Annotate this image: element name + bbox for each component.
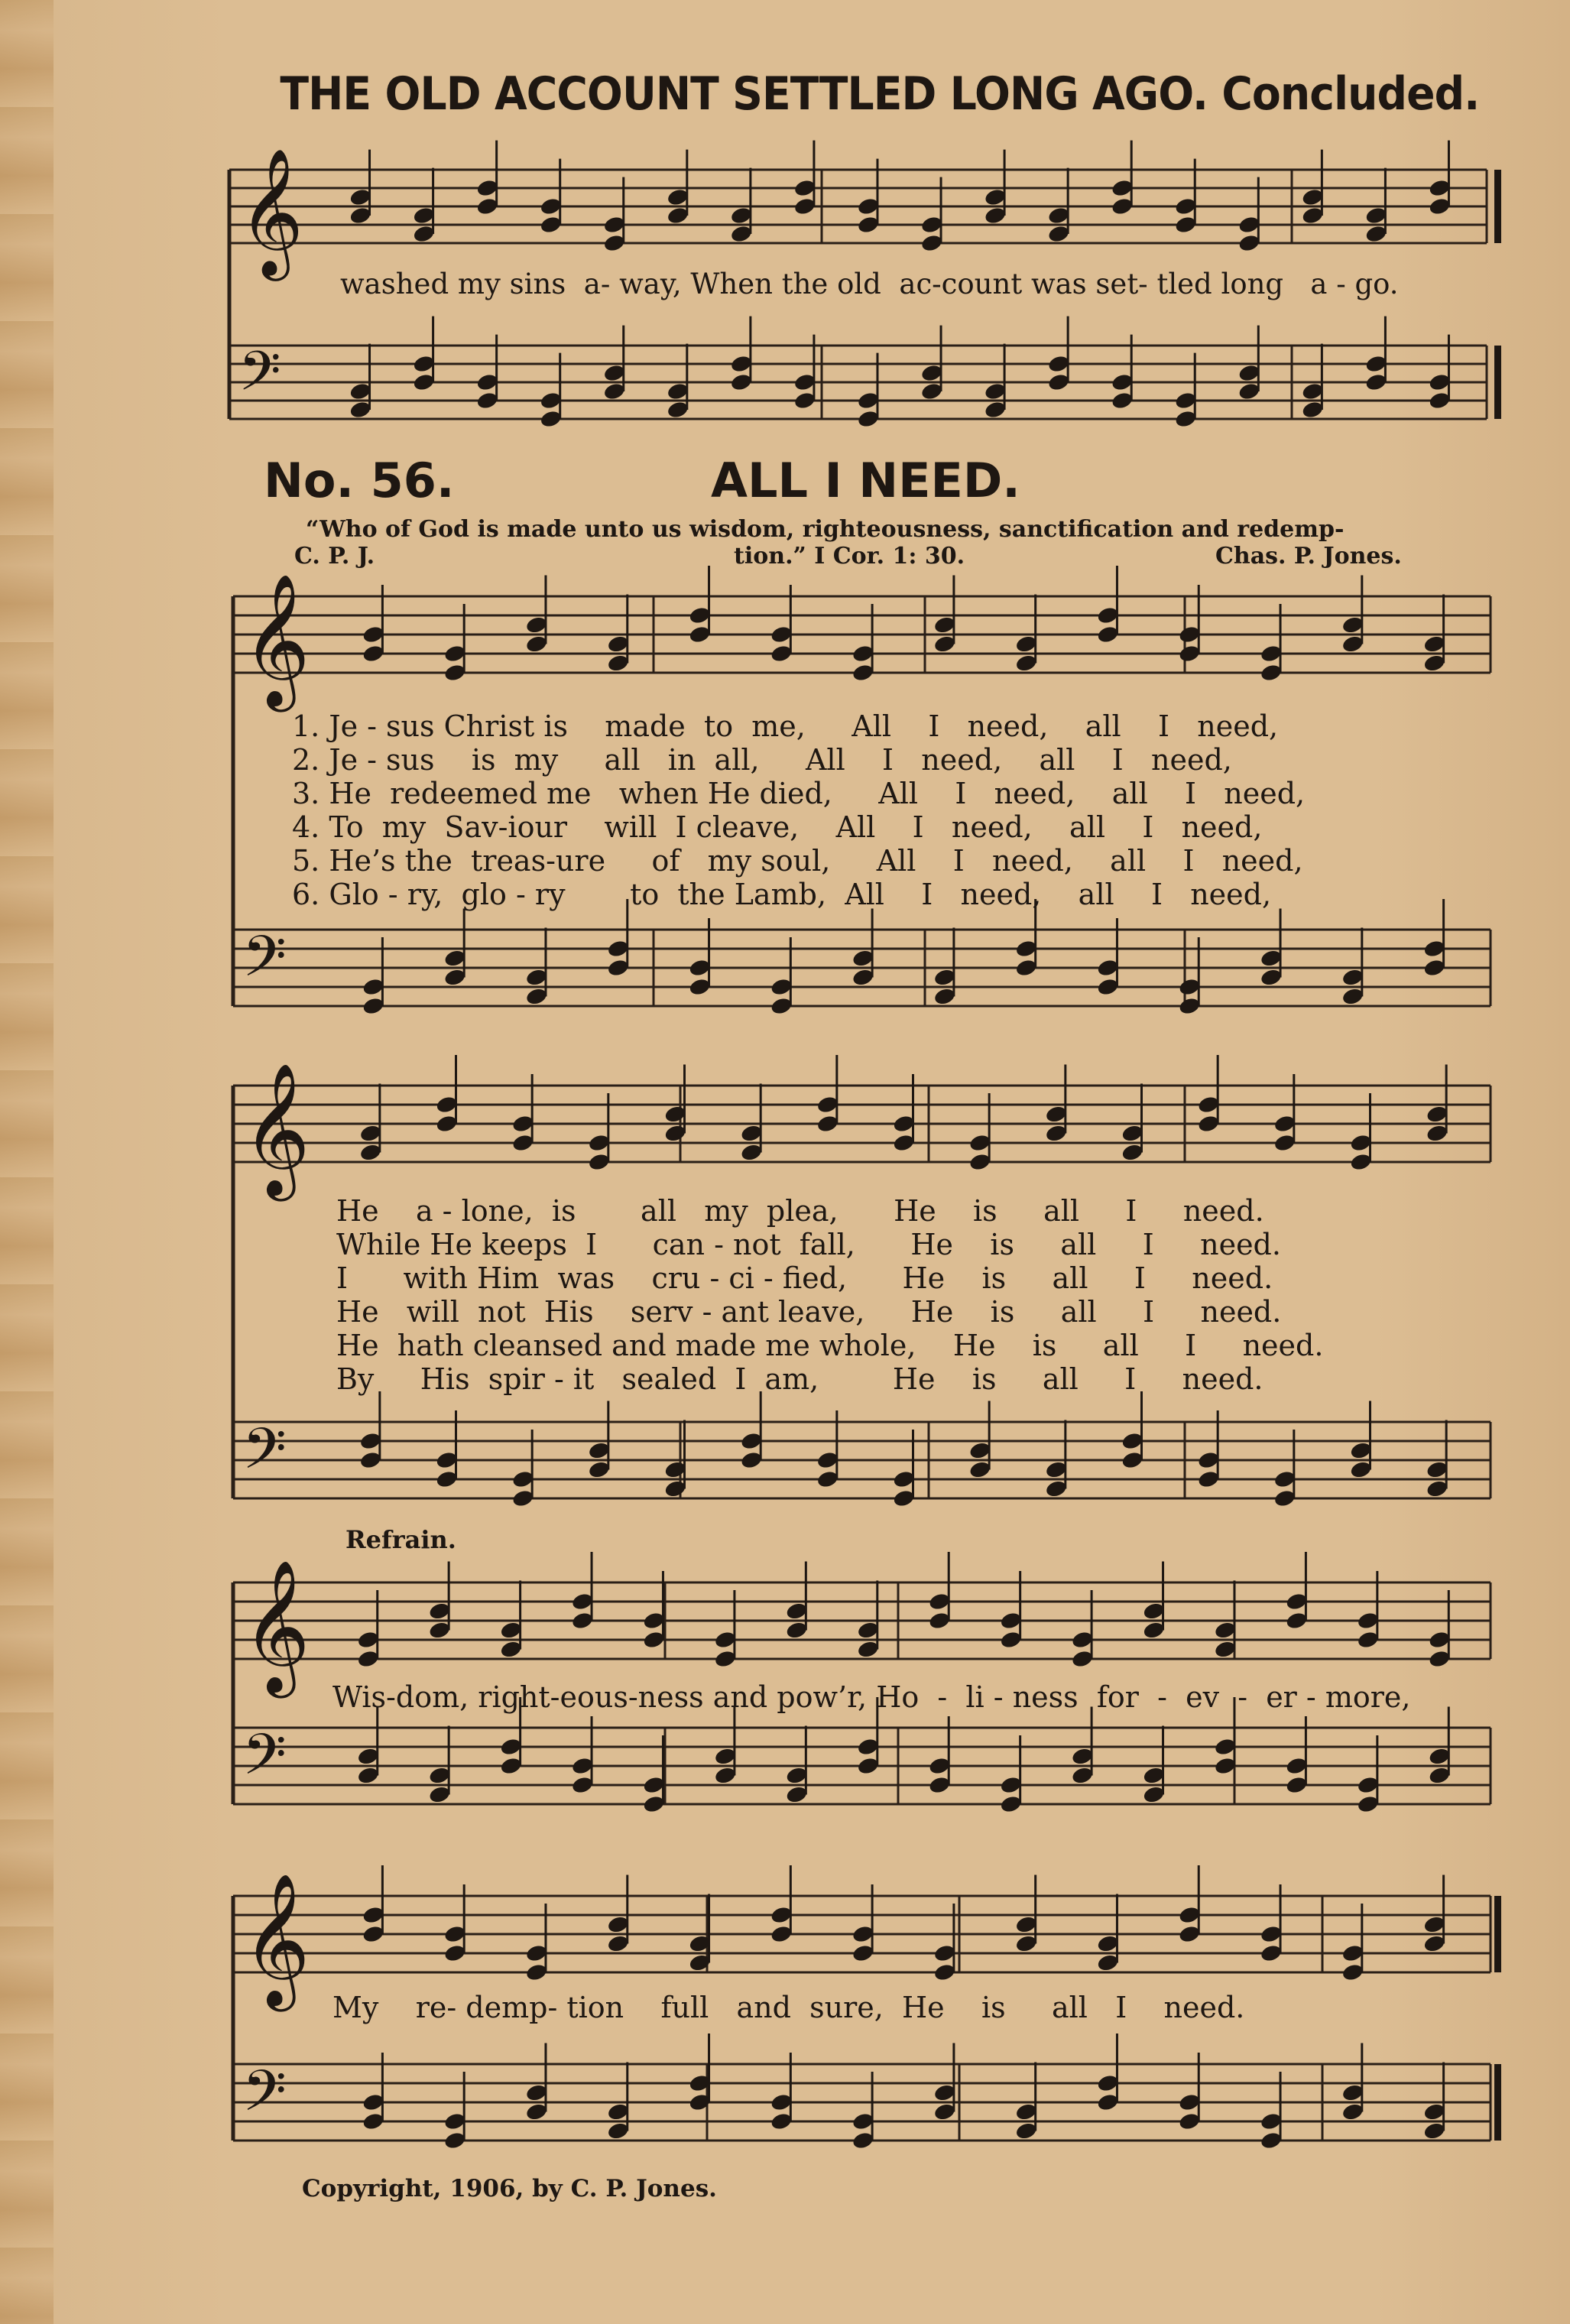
verse-line: 5. He’s the treas-ure of my soul, All I need, all I need,: [292, 844, 1303, 878]
verse-line: 4. To my Sav-iour will I cleave, All I need, all I need,: [292, 810, 1263, 844]
verse-line: 6. Glo - ry, glo - ry to the Lamb, All I need, all I need,: [292, 878, 1272, 911]
bass-clef-icon: 𝄢: [242, 1722, 287, 1802]
verse-line: While He keeps I can - not fall, He is all I need.: [336, 1228, 1281, 1261]
previous-hymn-title: THE OLD ACCOUNT SETTLED LONG AGO. Concluded.: [280, 67, 1480, 121]
refrain-label: Refrain.: [345, 1525, 456, 1554]
bass-clef-icon: 𝄢: [242, 923, 287, 1004]
treble-clef-icon: 𝄞: [242, 1560, 310, 1693]
composer-name: Chas. P. Jones.: [1215, 543, 1402, 570]
final-barline: [1494, 2064, 1501, 2141]
treble-clef-icon: 𝄞: [242, 573, 310, 706]
verse-line: 2. Je - sus is my all in all, All I need, all I need,: [292, 743, 1232, 777]
verse-line: 3. He redeemed me when He died, All I need, all I need,: [292, 777, 1306, 810]
copyright-notice: Copyright, 1906, by C. P. Jones.: [302, 2175, 717, 2202]
verse-line: By His spir - it sealed I am, He is all I need.: [336, 1362, 1263, 1396]
verse-line: I with Him was cru - ci - fied, He is all I need.: [336, 1261, 1273, 1295]
treble-clef-icon: 𝄞: [238, 147, 304, 275]
previous-hymn-lyric: washed my sins a- way, When the old ac-count was set- tled long a - go.: [340, 268, 1399, 300]
final-barline: [1494, 170, 1501, 243]
bass-clef-icon: 𝄢: [238, 340, 281, 417]
treble-clef-icon: 𝄞: [242, 1063, 310, 1196]
hymn-number: No. 56.: [264, 453, 455, 508]
scripture-line-2: tion.” I Cor. 1: 30.: [734, 543, 965, 570]
refrain-lyric-2: My re- demp- tion full and sure, He is all I need.: [332, 1991, 1245, 2024]
verse-line: He hath cleansed and made me whole, He is all I need.: [336, 1329, 1324, 1362]
bass-clef-icon: 𝄢: [242, 1416, 287, 1496]
verse-line: He a - lone, is all my plea, He is all I need.: [336, 1194, 1264, 1228]
hymn-title: ALL I NEED.: [711, 453, 1020, 508]
author-initials: C. P. J.: [294, 543, 375, 570]
final-barline: [1494, 346, 1501, 419]
scripture-line-1: “Who of God is made unto us wisdom, righteousness, sanctification and redemp-: [306, 516, 1345, 543]
verse-line: He will not His serv - ant leave, He is all I need.: [336, 1295, 1282, 1329]
treble-clef-icon: 𝄞: [242, 1873, 310, 2006]
bass-clef-icon: 𝄢: [242, 2058, 287, 2138]
refrain-lyric-1: Wis-dom, right-eous-ness and pow’r, Ho - li - ness for - ev - er - more,: [332, 1680, 1411, 1714]
verse-line: 1. Je - sus Christ is made to me, All I need, all I need,: [292, 709, 1279, 743]
final-barline: [1494, 1896, 1501, 1972]
